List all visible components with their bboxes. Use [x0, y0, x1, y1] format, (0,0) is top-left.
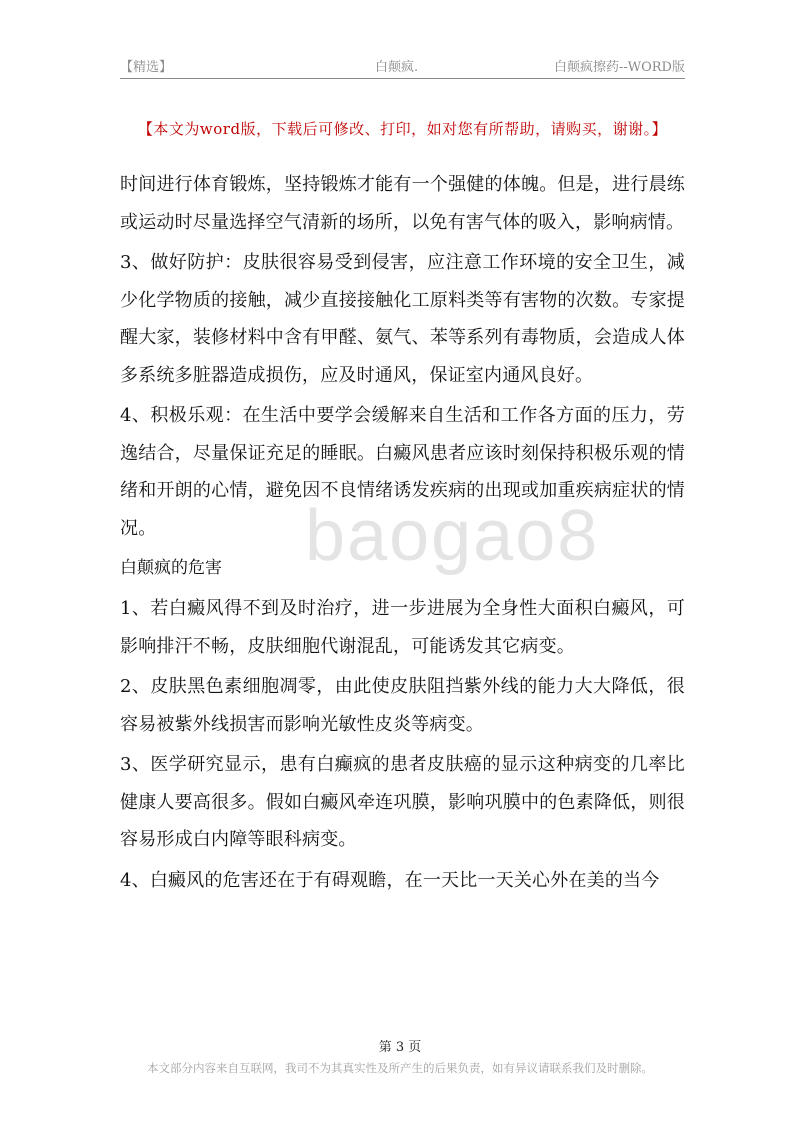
header-right-title: 白颠疯擦药--WORD版: [553, 60, 685, 75]
paragraph-exercise: 时间进行体育锻炼，坚持锻炼才能有一个强健的体魄。但是，进行晨练或运动时尽量选择空气清新的场所，以免有害气体的吸入，影响病情。: [120, 174, 685, 233]
paragraph-harm-1: 1、若白癜风得不到及时治疗，进一步进展为全身性大面积白癜风，可影响排汗不畅，皮肤细胞代谢混乱，可能诱发其它病变。: [120, 598, 685, 657]
paragraph-harm-3: 3、医学研究显示，患有白癫疯的患者皮肤癌的显示这种病变的几率比健康人要高很多。假如白癜风牵连巩膜，影响巩膜中的色素降低，则很容易形成白内障等眼科病变。: [120, 754, 685, 850]
page-number: 第 3 页: [378, 1040, 422, 1055]
section-title-harms: 白颠疯的危害: [120, 558, 222, 578]
paragraph-harm-2: 2、皮肤黑色素细胞凋零，由此使皮肤阻挡紫外线的能力大大降低，很容易被紫外线损害而影响光敏性皮炎等病变。: [120, 676, 685, 735]
document-body: [120, 166, 685, 899]
watermark: baogao8: [305, 496, 600, 576]
header-center-title: 白颠疯.: [375, 60, 419, 75]
page-header: [120, 56, 685, 78]
header-divider: [120, 78, 685, 79]
paragraph-protection: 3、做好防护：皮肤很容易受到侵害，应注意工作环境的安全卫生，减少化学物质的接触，减少直接接触化工原料类等有害物的次数。专家提醒大家，装修材料中含有甲醛、氨气、苯等系列有毒物质，会造成人体多系统多脏器造成损伤，应及时通风，保证室内通风良好。: [120, 252, 685, 386]
header-left-label: 【精选】: [120, 60, 173, 75]
paragraph-harm-4: 4、白癜风的危害还在于有碍观瞻，在一天比一天关心外在美的当今: [120, 869, 660, 891]
word-version-notice: 【本文为word版，下载后可修改、打印，如对您有所帮助，请购买，谢谢。】: [137, 120, 668, 138]
paragraph-optimism: 4、积极乐观：在生活中要学会缓解来自生活和工作各方面的压力，劳逸结合，尽量保证充足的睡眠。白癜风患者应该时刻保持积极乐观的情绪和开朗的心情，避免因不良情绪诱发疾病的出现或加重疾病症状的情况。: [120, 405, 685, 539]
footer-disclaimer: 本文部分内容来自互联网，我司不为其真实性及所产生的后果负责，如有异议请联系我们及时删除。: [147, 1061, 653, 1075]
